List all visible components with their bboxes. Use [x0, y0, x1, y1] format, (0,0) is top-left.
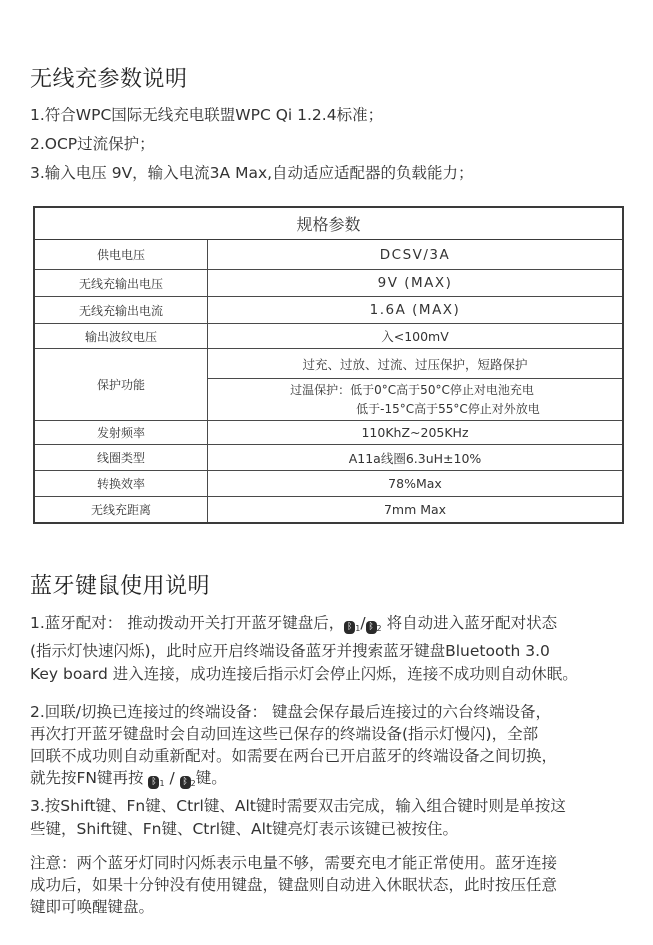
- bluetooth-1-icon: ᛒ: [148, 776, 159, 789]
- spec-value-overheat: [208, 379, 624, 421]
- charging-line-2: 2.OCP过流保护；: [30, 135, 155, 153]
- bluetooth-1-sub: 1: [355, 624, 361, 633]
- table-row: [34, 324, 623, 349]
- spec-label: 供电电压: [34, 240, 208, 270]
- note-line-2: 成功后，如果十分钟没有使用键盘，键盘则自动进入休眠状态，此时按压任意: [30, 876, 558, 894]
- bluetooth-2-icon: ᛒ: [180, 776, 191, 789]
- table-row: [34, 445, 623, 471]
- table-row: [34, 270, 623, 297]
- spec-value: DCSV/3A: [208, 240, 624, 270]
- spec-table-title: 规格参数: [34, 207, 623, 240]
- spec-label: 无线充输出电压: [34, 270, 208, 297]
- spec-value: 110KhZ~205KHz: [208, 421, 624, 445]
- table-row: [34, 497, 623, 523]
- spec-table: [33, 206, 624, 524]
- reconnect-line-4: [30, 767, 630, 795]
- charging-line-1: 1.符合WPC国际无线充电联盟WPC Qi 1.2.4标准；: [30, 106, 384, 124]
- pairing-line-1: [30, 612, 630, 640]
- reconnect-line-1: 2.回联/切换已连接过的终端设备： 键盘会保存最后连接过的六台终端设备，: [30, 703, 551, 721]
- spec-value: 7mm Max: [208, 497, 624, 523]
- spec-label: 线圈类型: [34, 445, 208, 471]
- overheat-line-1: 过温保护：低于0°C高于50°C停止对电池充电: [290, 382, 534, 397]
- spec-value: 78%Max: [208, 471, 624, 497]
- spec-label: 无线充输出电流: [34, 297, 208, 324]
- bluetooth-reconnect-paragraph: [30, 701, 630, 795]
- reconnect-line-4-text: 就先按FN键再按: [30, 769, 149, 787]
- spec-value: 9V (MAX): [208, 270, 624, 297]
- reconnect-line-4-end: 键。: [195, 769, 227, 787]
- bluetooth-note-paragraph: [30, 852, 630, 918]
- note-line-3: 键即可唤醒键盘。: [30, 898, 155, 916]
- spec-value: 1.6A (MAX): [208, 297, 624, 324]
- spec-value: 过充、过放、过流、过压保护，短路保护: [208, 349, 624, 379]
- overheat-line-2: 低于-15°C高于55°C停止对外放电: [356, 401, 540, 416]
- reconnect-line-2: 再次打开蓝牙键盘时会自动回连这些已保存的终端设备(指示灯慢闪)，全部: [30, 725, 539, 743]
- spec-table-header-row: [34, 207, 623, 240]
- table-row: [34, 349, 623, 379]
- bluetooth-pairing-paragraph: [30, 612, 630, 686]
- spec-label: 保护功能: [34, 349, 208, 421]
- keys-line-1: 3.按Shift键、Fn键、Ctrl键、Alt键时需要双击完成，输入组合键时则是单按这: [30, 797, 566, 815]
- table-row: [34, 297, 623, 324]
- spec-label: 发射频率: [34, 421, 208, 445]
- table-row: [34, 240, 623, 270]
- note-line-1: 注意：两个蓝牙灯同时闪烁表示电量不够，需要充电才能正常使用。蓝牙连接: [30, 854, 558, 872]
- slash-separator: /: [360, 614, 366, 632]
- pairing-line-1-text: 1.蓝牙配对： 推动拨动开关打开蓝牙键盘后，: [30, 614, 345, 632]
- pairing-line-1-end: 将自动进入蓝牙配对状态: [381, 614, 558, 632]
- spec-value: 入<100mV: [208, 324, 624, 349]
- spec-label: 无线充距离: [34, 497, 208, 523]
- charging-section-title: 无线充参数说明: [30, 67, 188, 92]
- spec-label: 输出波纹电压: [34, 324, 208, 349]
- bluetooth-section-title: 蓝牙键鼠使用说明: [30, 574, 211, 599]
- spec-value: A11a线圈6.3uH±10%: [208, 445, 624, 471]
- pairing-line-2: (指示灯快速闪烁)，此时应开启终端设备蓝牙并搜索蓝牙键盘Bluetooth 3.0: [30, 642, 550, 660]
- table-row: [34, 421, 623, 445]
- spec-label: 转换效率: [34, 471, 208, 497]
- table-row: [34, 471, 623, 497]
- bluetooth-2-sub: 2: [190, 779, 196, 788]
- bluetooth-1-sub: 1: [159, 779, 165, 788]
- reconnect-line-3: 回联不成功则自动重新配对。如需要在两台已开启蓝牙的终端设备之间切换，: [30, 747, 558, 765]
- bluetooth-2-sub: 2: [376, 624, 382, 633]
- charging-line-3: 3.输入电压 9V，输入电流3A Max,自动适应适配器的负载能力；: [30, 164, 474, 182]
- bluetooth-keys-paragraph: [30, 795, 630, 841]
- bluetooth-1-icon: ᛒ: [344, 621, 355, 634]
- bluetooth-2-icon: ᛒ: [366, 621, 377, 634]
- pairing-line-3: Key board 进入连接，成功连接后指示灯会停止闪烁，连接不成功则自动休眠。: [30, 665, 578, 683]
- keys-line-2: 些键，Shift键、Fn键、Ctrl键、Alt键亮灯表示该键已被按住。: [30, 820, 459, 838]
- slash-separator: /: [164, 769, 180, 787]
